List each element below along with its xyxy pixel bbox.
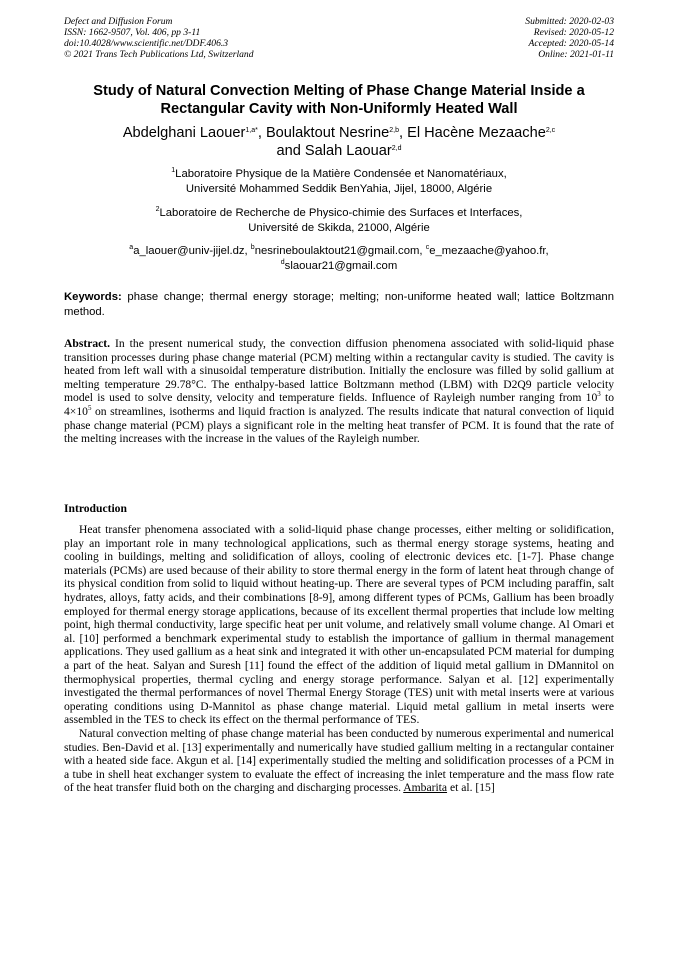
- author-2: Boulaktout Nesrine: [265, 125, 390, 141]
- copyright: © 2021 Trans Tech Publications Ltd, Switzerland: [64, 49, 254, 60]
- affiliation-2-number: 2: [155, 206, 160, 213]
- affiliation-1-number: 1: [171, 167, 176, 174]
- email-b: nesrineboulaktout21@gmail.com,: [254, 245, 423, 257]
- author-4: Salah Laouar: [304, 143, 392, 159]
- introduction-body: [64, 523, 614, 795]
- email-d-marker: d: [280, 259, 285, 266]
- abstract-sup-2: 5: [87, 403, 92, 412]
- accepted-date: Accepted: 2020-05-14: [528, 38, 614, 49]
- affiliation-1-line-2: Université Mohammed Seddik BenYahia, Jijel, 18000, Algérie: [185, 183, 493, 195]
- abstract: [64, 337, 614, 446]
- author-and: and: [276, 143, 301, 159]
- email-a: a_laouer@univ-jijel.dz,: [133, 245, 248, 257]
- email-list: [40, 244, 638, 274]
- author-3-affil: 2,c: [545, 127, 556, 134]
- journal-header: [64, 16, 254, 60]
- email-a-marker: a: [129, 244, 134, 251]
- introduction-heading: Introduction: [64, 502, 127, 515]
- abstract-sup-1: 3: [597, 390, 601, 399]
- affiliation-2-line-2: Université de Skikda, 21000, Algérie: [248, 222, 430, 234]
- dates-header: [525, 16, 614, 60]
- author-4-affil: 2,d: [391, 145, 402, 152]
- submitted-date: Submitted: 2020-02-03: [525, 16, 614, 27]
- author-2-affil: 2,b: [389, 127, 399, 134]
- abstract-label: Abstract.: [64, 337, 111, 350]
- abstract-text-3: on streamlines, isotherms and liquid fraction is analyzed. The results indicate that natural convection of liquid phase change material (PCM) plays a significant role in the melting heat transfer of PCM. It is found that the rate of the melting increases with the increase in the values of the Rayleigh number.: [64, 404, 614, 446]
- author-1: Abdelghani Laouer: [122, 125, 246, 141]
- intro-paragraph-2-end: et al. [15]: [447, 781, 495, 795]
- affiliation-2-line-1: Laboratoire de Recherche de Physico-chimie des Surfaces et Interfaces,: [159, 207, 523, 219]
- affiliation-2: [40, 206, 638, 236]
- revised-date: Revised: 2020-05-12: [533, 27, 614, 38]
- keywords-label: Keywords:: [64, 291, 122, 303]
- keywords: [64, 290, 614, 320]
- title-line-2: Rectangular Cavity with Non-Uniformly Heated Wall: [160, 101, 518, 117]
- abstract-text-2: to 4×10: [64, 391, 615, 418]
- citation-link-ambarita[interactable]: Ambarita: [403, 781, 448, 795]
- keywords-text: phase change; thermal energy storage; melting; non-uniforme heated wall; lattice Boltzmann method.: [64, 291, 615, 318]
- intro-paragraph-1: Heat transfer phenomena associated with a solid-liquid phase change processes, either melting or solidification, play an important role in many technological applications, such as thermal energy storage systems, heating and cooling in buildings, melting and solidification of alloys, cooling of electronic devices etc. [1-7]. Phase change materials (PCMs) are used because of their ability to store thermal energy in the form of latent heat through change of its physical condition from solid to liquid without heating-up. There are several types of PCM including paraffin, salt hydrates, alloys, fatty acids, and their combinations [8-9], among different types of PCMs, Gallium has been broadly employed for thermal energy storage applications, because of its excellent thermal properties that include low melting point, high thermal conductivity, large specific heat per unit volume, and relatively small volume change. Al Omari et al. [10] performed a benchmark experimental study to establish the importance of gallium in thermal management applications. They used gallium as a heat sink and integrated it with other un-encapsulated PCM material for dumping a part of the heat. Salyan and Suresh [11] found the effect of the addition of liquid metal gallium in DMannitol on thermophysical properties, thermal cycling and energy storage performance. Salyan et al. [12] experimentally investigated the thermal performances of novel Thermal Energy Storage (TES) unit with metal inserts were at various operating conditions using D-Mannitol as phase change material. Liquid metal gallium in metal inserts were assembled in the TES to check its effect on the thermal performance of TES.: [64, 523, 614, 727]
- paper-title: [40, 82, 638, 118]
- affiliation-1: [40, 167, 638, 197]
- title-line-1: Study of Natural Convection Melting of Phase Change Material Inside a: [93, 83, 585, 99]
- doi: doi:10.4028/www.scientific.net/DDF.406.3: [64, 38, 229, 49]
- author-3: El Hacène Mezaache: [407, 125, 546, 141]
- intro-paragraph-2-text: Natural convection melting of phase change material has been conducted by numerous experimental and numerical studies. Ben-David et al. [13] experimentally and numerically have studied gallium melting in a rectangular container with a heated side face. Akgun et al. [14] experimentally studied the melting and solidification processes of a PCM in a tube in shell heat exchanger system to evaluate the effect of increasing the inlet temperature and the mass flow rate of the heat transfer fluid both on the charging and discharging processes.: [64, 726, 614, 795]
- online-date: Online: 2021-01-11: [538, 49, 614, 60]
- email-d: slaouar21@gmail.com: [284, 260, 398, 272]
- issn-volume: ISSN: 1662-9507, Vol. 406, pp 3-11: [64, 27, 201, 38]
- author-1-affil: 1,a*: [245, 127, 258, 134]
- email-c: e_mezaache@yahoo.fr,: [429, 245, 549, 257]
- affiliation-1-line-1: Laboratoire Physique de la Matière Condensée et Nanomatériaux,: [175, 168, 507, 180]
- email-c-marker: c: [425, 244, 430, 251]
- email-b-marker: b: [250, 244, 255, 251]
- abstract-text-1: In the present numerical study, the convection diffusion phenomena associated with solid-liquid phase transition processes during phase change material (PCM) melting within a rectangular cavity is studied. The cavity is heated from left wall with a sinusoidal temperature distribution. Initially the enclosure was filled by solid gallium at melting temperature 29.78°C. The enthalpy-based lattice Boltzmann method (LBM) with D2Q9 particle velocity model is used to solve density, velocity and temperature fields. Influence of Rayleigh number ranging from 10: [64, 337, 614, 405]
- author-list: Abdelghani Laouer$^{1,a*}$, Boulaktout Nesrine$^{2,b}$, El Hacène Mezaache$^{2,c}$ and Salah Laouar$^{2,d}$: [122, 125, 556, 159]
- journal-name: Defect and Diffusion Forum: [64, 16, 173, 27]
- intro-paragraph-2: [64, 727, 614, 795]
